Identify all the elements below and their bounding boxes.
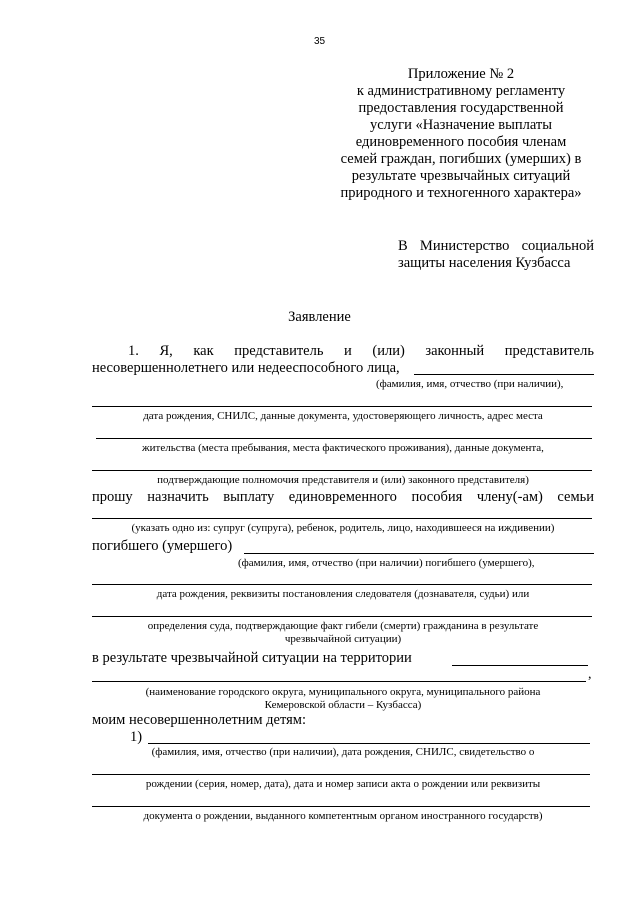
paragraph-text: в результате чрезвычайной ситуации на территории bbox=[92, 650, 412, 666]
list-number: 1) bbox=[130, 729, 143, 745]
paragraph-5-line-1 bbox=[92, 712, 594, 729]
addressee-line: защиты населения Кузбасса bbox=[398, 255, 571, 271]
caption-authority-document: подтверждающие полномочия представителя и (или) законного представителя) bbox=[157, 474, 529, 486]
fill-line-emergency-territory[interactable] bbox=[452, 665, 588, 666]
appendix-header bbox=[330, 66, 592, 202]
caption-family-member: (указать одно из: супруг (супруга), ребенок, родитель, лицо, находившееся на иждивении) bbox=[131, 522, 555, 534]
word: представитель bbox=[234, 343, 324, 359]
fill-line-deceased-name[interactable] bbox=[244, 553, 594, 554]
word: семьи bbox=[557, 489, 594, 505]
word: 1. bbox=[128, 343, 139, 359]
caption-line: чрезвычайной ситуации) bbox=[284, 633, 402, 645]
paragraph-text: несовершеннолетнего или недееспособного лица, bbox=[92, 360, 400, 376]
fill-line-authority-document[interactable] bbox=[92, 470, 592, 471]
word: представитель bbox=[504, 343, 594, 359]
word: выплату bbox=[223, 489, 275, 505]
document-title: Заявление bbox=[288, 309, 351, 325]
caption-applicant-name: (фамилия, имя, отчество (при наличии), bbox=[376, 378, 564, 390]
caption-child-name: (фамилия, имя, отчество (при наличии), дата рождения, СНИЛС, свидетельство о bbox=[151, 746, 535, 758]
word: Я, bbox=[159, 343, 173, 359]
caption-municipality bbox=[92, 686, 594, 712]
fill-line-family-member[interactable] bbox=[92, 518, 592, 519]
paragraph-2-line-1 bbox=[92, 489, 594, 506]
fill-line-applicant-name[interactable] bbox=[414, 374, 594, 375]
fill-line-deceased-details[interactable] bbox=[92, 584, 592, 585]
caption-deceased-name: (фамилия, имя, отчество (при наличии) погибшего (умершего), bbox=[238, 557, 535, 569]
fill-line-child-1-name[interactable] bbox=[148, 743, 590, 744]
caption-line: (наименование городского округа, муниципального округа, муниципального района bbox=[145, 686, 541, 698]
paragraph-1-line-1 bbox=[128, 343, 594, 360]
appendix-line: единовременного пособия членам bbox=[355, 134, 567, 150]
word: законный bbox=[425, 343, 485, 359]
word: как bbox=[193, 343, 214, 359]
appendix-line: услуги «Назначение выплаты bbox=[369, 117, 553, 133]
caption-line: Кемеровской области – Кузбасса) bbox=[264, 699, 422, 711]
fill-line-municipality[interactable] bbox=[92, 681, 586, 682]
paragraph-text: моим несовершеннолетним детям: bbox=[92, 712, 307, 728]
word: и bbox=[344, 343, 352, 359]
appendix-line: Приложение № 2 bbox=[407, 66, 515, 82]
caption-applicant-residence: жительства (места пребывания, места фактического проживания), данные документа, bbox=[142, 442, 544, 454]
word: (или) bbox=[372, 343, 405, 359]
comma-mark: , bbox=[588, 667, 592, 682]
word: прошу bbox=[92, 489, 133, 505]
caption-line: определения суда, подтверждающие факт гибели (смерти) гражданина в результате bbox=[147, 620, 539, 632]
fill-line-applicant-details[interactable] bbox=[92, 406, 592, 407]
word: члену(-ам) bbox=[476, 489, 543, 505]
addressee-block bbox=[398, 238, 594, 272]
word: единовременного bbox=[288, 489, 397, 505]
caption-child-certificate: рождении (серия, номер, дата), дата и номер записи акта о рождении или реквизиты bbox=[145, 778, 541, 790]
word: назначить bbox=[147, 489, 209, 505]
word: пособия bbox=[411, 489, 463, 505]
appendix-line: результате чрезвычайных ситуаций bbox=[351, 168, 571, 184]
appendix-line: семей граждан, погибших (умерших) в bbox=[340, 151, 582, 167]
fill-line-applicant-address[interactable] bbox=[96, 438, 592, 439]
fill-line-child-1-foreign-document[interactable] bbox=[92, 806, 590, 807]
caption-child-foreign-document: документа о рождении, выданного компетентным органом иностранного государств) bbox=[143, 810, 543, 822]
fill-line-court-decision[interactable] bbox=[92, 616, 592, 617]
page-number: 35 bbox=[313, 36, 326, 47]
appendix-line: природного и техногенного характера» bbox=[340, 185, 582, 201]
caption-deceased-birth: дата рождения, реквизиты постановления следователя (дознавателя, судьи) или bbox=[156, 588, 530, 600]
caption-applicant-birth: дата рождения, СНИЛС, данные документа, удостоверяющего личность, адрес места bbox=[143, 410, 543, 422]
caption-court-decision bbox=[92, 620, 594, 646]
addressee-line: В Министерство социальной bbox=[398, 238, 594, 254]
paragraph-text: погибшего (умершего) bbox=[92, 538, 233, 554]
appendix-line: предоставления государственной bbox=[358, 100, 564, 116]
fill-line-child-1-birth-certificate[interactable] bbox=[92, 774, 590, 775]
appendix-line: к административному регламенту bbox=[356, 83, 566, 99]
